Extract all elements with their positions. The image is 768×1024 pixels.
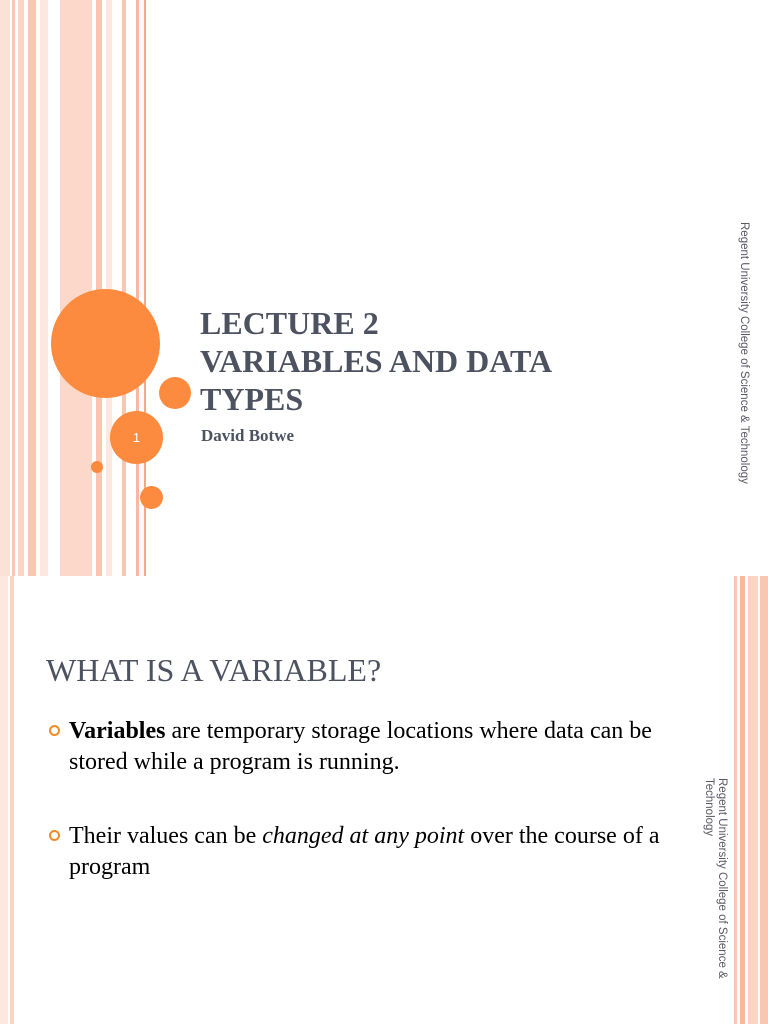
bullet-text: Their values can be — [69, 823, 263, 849]
footer-institution: Regent University College of Science & Technology — [703, 778, 728, 979]
hollow-circle-icon — [49, 830, 60, 841]
hollow-circle-icon — [49, 725, 60, 736]
decor-stripe — [106, 0, 112, 576]
decor-circle-large — [51, 289, 160, 398]
decor-stripe — [748, 576, 758, 1024]
decor-stripe — [40, 0, 48, 576]
title-line-2: VARIABLES AND DATA — [200, 343, 553, 379]
decor-stripe — [96, 0, 102, 576]
title-line-3: TYPES — [200, 381, 304, 417]
slide-number: 1 — [132, 430, 141, 445]
bullet-list — [48, 716, 668, 926]
decor-stripe — [10, 576, 14, 1024]
decor-stripe — [60, 0, 92, 576]
decor-circle-small — [140, 486, 163, 509]
content-slide — [0, 576, 768, 1024]
bullet-text: are temporary storage locations where data can be stored while a program is running. — [69, 718, 652, 775]
decor-stripe — [740, 576, 745, 1024]
decor-stripe — [12, 0, 15, 576]
decor-stripe — [136, 0, 139, 576]
slide-title — [200, 304, 552, 418]
slide-number-badge — [110, 411, 163, 464]
decor-stripe — [0, 576, 8, 1024]
bullet-term: Variables — [69, 718, 166, 744]
decor-stripe — [28, 0, 36, 576]
bullet-item — [48, 716, 668, 778]
slide-heading: WHAT IS A VARIABLE? — [46, 652, 382, 688]
decor-stripe — [18, 0, 24, 576]
decor-stripe — [734, 576, 737, 1024]
decor-circle-medium — [159, 377, 191, 409]
decor-stripe — [122, 0, 126, 576]
decor-stripe — [760, 576, 768, 1024]
decor-stripe — [0, 0, 10, 576]
decor-circle-tiny — [91, 461, 103, 473]
title-line-1: LECTURE 2 — [200, 305, 379, 341]
footer-institution: Regent University College of Science & Technology — [738, 222, 750, 484]
bullet-emphasis: changed at any point — [262, 823, 465, 849]
author-name: David Botwe — [201, 426, 295, 445]
bullet-text: over the course of a program — [69, 823, 660, 880]
bullet-item — [48, 821, 668, 883]
